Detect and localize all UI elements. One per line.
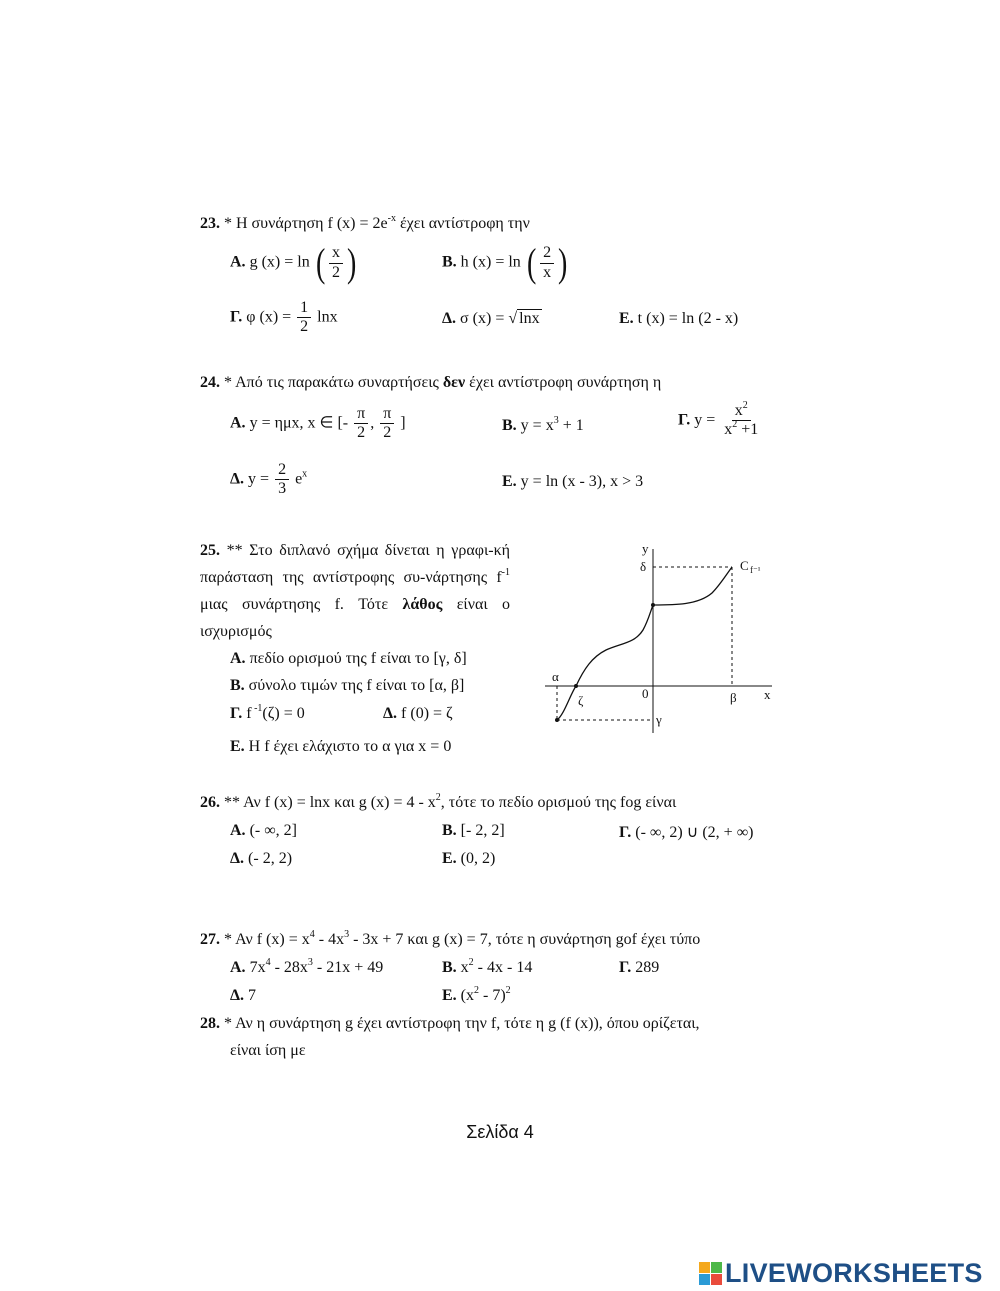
close-bracket: ]: [400, 414, 406, 432]
q25-option-g: [230, 705, 305, 723]
stem-sup: -x: [387, 213, 396, 224]
stem-text: - 3x + 7 και g (x) = 7, τότε η συνάρτηση gof έχει τύπο: [349, 931, 701, 948]
fraction: [297, 299, 311, 337]
question-28-stem-line2: [230, 1042, 306, 1060]
sup: 2: [468, 957, 474, 968]
option-text: g (x) = ln: [249, 253, 310, 271]
curve-label-sub: f⁻¹: [750, 565, 761, 575]
stem-bold: δεν: [442, 374, 466, 391]
option-text: πεδίο ορισμού της f είναι το [γ, δ]: [249, 650, 467, 667]
sup: 2: [505, 985, 511, 996]
zeta-label: ζ: [578, 693, 584, 708]
fraction: [540, 244, 554, 282]
square-root: √ lnx: [508, 310, 540, 327]
option-label: Β.: [502, 417, 517, 434]
option-label: Ε.: [442, 850, 457, 867]
option-text: σ (x) =: [460, 310, 505, 327]
option-label: Δ.: [383, 705, 398, 722]
x-axis-label: x: [764, 687, 771, 702]
option-label: Δ.: [230, 987, 245, 1004]
logo-block: [711, 1262, 722, 1273]
sup: x: [302, 468, 308, 480]
option-text: h (x) = ln: [460, 253, 521, 271]
curve-endpoint: [555, 718, 559, 722]
logo-blocks-icon: [699, 1262, 722, 1285]
fraction: [721, 402, 761, 440]
denominator: [721, 421, 761, 439]
delta-label: δ: [640, 559, 647, 574]
denominator: 2: [383, 424, 392, 442]
question-number: 23.: [200, 215, 220, 232]
option-text: f: [246, 705, 252, 722]
stem-text: * Από τις παρακάτω συναρτήσεις: [224, 374, 443, 391]
option-label: Ε.: [502, 473, 517, 490]
stem-text: * Αν η συνάρτηση g έχει αντίστροφη την f, τότε η g (f (x)), όπου ορίζεται,: [224, 1015, 700, 1032]
denominator: 2: [300, 318, 309, 336]
option-text: y = ημx, x ∈ [-: [249, 414, 349, 432]
option-label: Δ.: [230, 470, 245, 488]
sup: -1: [251, 703, 263, 714]
option-text: - 4x - 14: [473, 959, 533, 976]
option-text: 7x: [249, 959, 266, 976]
option-label: Γ.: [230, 308, 243, 326]
right-paren: ): [347, 240, 357, 285]
q24-option-d: [230, 461, 307, 499]
q27-option-e: [442, 987, 511, 1005]
denominator-tail: +1: [737, 421, 759, 439]
curve-label: C: [740, 558, 749, 573]
q27-option-g: [619, 959, 659, 977]
q27-option-d: [230, 987, 256, 1005]
option-text: - 7): [479, 987, 506, 1004]
fraction: [275, 461, 289, 499]
logo-text: LIVEWORKSHEETS: [725, 1258, 983, 1288]
q26-option-g: [619, 822, 753, 842]
question-number: 27.: [200, 931, 220, 948]
option-text: - 28x: [270, 959, 308, 976]
option-text: + 1: [558, 417, 584, 434]
option-text: lnx: [317, 308, 338, 326]
option-label: Β.: [442, 959, 457, 976]
option-text: t (x) = ln (2 - x): [637, 310, 739, 327]
option-label: Γ.: [678, 411, 691, 429]
numerator: 1: [297, 299, 311, 318]
right-paren: ): [558, 240, 568, 285]
logo-block: [699, 1274, 710, 1285]
stem-text: * Η συνάρτηση f (x) = 2e: [224, 215, 388, 232]
q27-option-a: [230, 959, 383, 977]
option-label: Β.: [442, 253, 457, 271]
option-text: y = x: [520, 417, 554, 434]
option-label: Α.: [230, 650, 246, 667]
stem-text: ** Αν f (x) = lnx και g (x) = 4 - x: [224, 794, 436, 811]
q24-option-a: [230, 405, 406, 443]
question-number: 26.: [200, 794, 220, 811]
option-text: 289: [635, 959, 660, 976]
option-text: (x: [460, 987, 474, 1004]
option-text: 7: [248, 987, 257, 1004]
fraction: [329, 244, 343, 282]
option-label: Α.: [230, 414, 246, 432]
numerator-base: x: [734, 402, 743, 419]
option-label: Β.: [442, 822, 457, 839]
y-intercept-point: [651, 603, 655, 607]
option-label: Γ.: [230, 705, 243, 722]
q25-option-e: [230, 738, 451, 756]
numerator: π: [380, 405, 394, 424]
sup: 3: [553, 415, 559, 426]
stem-text: μιας συνάρτησης f. Τότε: [200, 596, 403, 613]
question-number: 28.: [200, 1015, 220, 1032]
option-label: Ε.: [230, 738, 245, 755]
q26-option-b: [442, 822, 505, 840]
option-text: x: [460, 959, 469, 976]
option-label: Δ.: [442, 310, 457, 327]
beta-label: β: [730, 690, 737, 705]
q25-option-b: [230, 677, 464, 695]
denominator-base: x: [724, 421, 733, 439]
q24-option-e: [502, 473, 643, 491]
question-25-stem: [200, 537, 510, 645]
option-text: - 21x + 49: [312, 959, 384, 976]
option-label: Α.: [230, 822, 246, 839]
option-label: Γ.: [619, 959, 632, 976]
option-label: Γ.: [619, 824, 632, 841]
numerator: 2: [540, 244, 554, 263]
gamma-label: γ: [656, 712, 662, 727]
option-text: (ζ) = 0: [262, 705, 305, 722]
option-label: Α.: [230, 253, 246, 271]
sup: 4: [265, 957, 271, 968]
sup: 2: [732, 419, 738, 431]
option-text: f (0) = ζ: [401, 705, 453, 722]
denominator: x: [543, 263, 552, 281]
sup: 3: [307, 957, 313, 968]
logo-block: [699, 1262, 710, 1273]
numerator: 2: [275, 461, 289, 480]
logo-block: [711, 1274, 722, 1285]
fraction: [354, 405, 368, 443]
q26-option-e: [442, 850, 495, 868]
stem-sup: 2: [435, 792, 441, 803]
q23-option-e: [619, 310, 738, 328]
stem-text: * Αν f (x) = x: [224, 931, 310, 948]
stem-text: ** Στο διπλανό σχήμα δίνεται η γραφι-κή παράσταση της αντίστροφης συ-νάρτησης f: [200, 542, 511, 586]
q25-option-a: [230, 650, 467, 668]
origin-label: 0: [642, 686, 649, 701]
question-number: 25.: [200, 542, 220, 559]
question-24-stem: [200, 374, 661, 392]
left-paren: (: [315, 240, 326, 285]
numerator: x: [329, 244, 343, 263]
option-text: Η f έχει ελάχιστο το α για x = 0: [248, 738, 452, 755]
y-axis-label: y: [642, 541, 649, 556]
stem-bold: λάθος: [402, 596, 443, 613]
option-text: (- ∞, 2]: [249, 822, 297, 839]
question-28-stem: [200, 1015, 792, 1033]
radicand: lnx: [519, 310, 540, 327]
option-text: σύνολο τιμών της f είναι το [α, β]: [248, 677, 465, 694]
option-label: Ε.: [619, 310, 634, 327]
option-label: Ε.: [442, 987, 457, 1004]
option-text: (0, 2): [460, 850, 496, 867]
q23-option-d: [442, 310, 542, 328]
q24-option-b: [502, 417, 584, 435]
q23-option-a: [230, 240, 358, 285]
q25-option-d: [383, 705, 453, 723]
stem-sup: -1: [501, 567, 510, 578]
q23-option-b: [442, 240, 569, 285]
question-26-stem: [200, 794, 676, 812]
stem-text: είναι ίση με: [230, 1042, 306, 1059]
option-text: [- 2, 2]: [460, 822, 505, 839]
denominator: 2: [332, 263, 341, 281]
question-number: 24.: [200, 374, 220, 391]
option-text: y = ln (x - 3), x > 3: [520, 473, 644, 490]
option-text: y =: [248, 470, 270, 488]
liveworksheets-logo: [699, 1258, 983, 1289]
sup: 3: [344, 929, 350, 940]
option-text: y =: [694, 411, 716, 429]
q24-option-g: [678, 402, 763, 440]
numerator: π: [354, 405, 368, 424]
option-text: e: [295, 470, 303, 488]
denominator: 3: [278, 480, 287, 498]
option-label: Α.: [230, 959, 246, 976]
denominator: 2: [357, 424, 366, 442]
q23-option-g: [230, 299, 338, 337]
left-paren: (: [526, 240, 537, 285]
stem-text: - 4x: [314, 931, 345, 948]
option-label: Δ.: [230, 850, 245, 867]
sup: 2: [742, 400, 748, 411]
page-number: Σελίδα 4: [466, 1122, 534, 1142]
sup: 2: [474, 985, 479, 996]
option-label: Β.: [230, 677, 245, 694]
q26-option-d: [230, 850, 292, 868]
stem-text: είναι ο ισχυρισμός: [200, 596, 510, 640]
stem-text: έχει αντίστροφη την: [395, 215, 530, 232]
zeta-point: [574, 684, 578, 688]
option-text: (- ∞, 2) ∪ (2, + ∞): [635, 824, 754, 841]
stem-text: , τότε το πεδίο ορισμού της fog είναι: [440, 794, 677, 811]
sup: 4: [309, 929, 315, 940]
stem-text: έχει αντίστροφη συνάρτηση η: [465, 374, 662, 391]
option-text: φ (x) =: [246, 308, 292, 326]
question-23-stem: [200, 215, 530, 233]
inverse-function-graph: [540, 535, 790, 745]
q27-option-b: [442, 959, 532, 977]
q26-option-a: [230, 822, 297, 840]
fraction: [380, 405, 394, 443]
comma: ,: [370, 414, 375, 432]
option-text: (- 2, 2): [248, 850, 293, 867]
question-27-stem: [200, 931, 700, 949]
alpha-label: α: [552, 669, 559, 684]
